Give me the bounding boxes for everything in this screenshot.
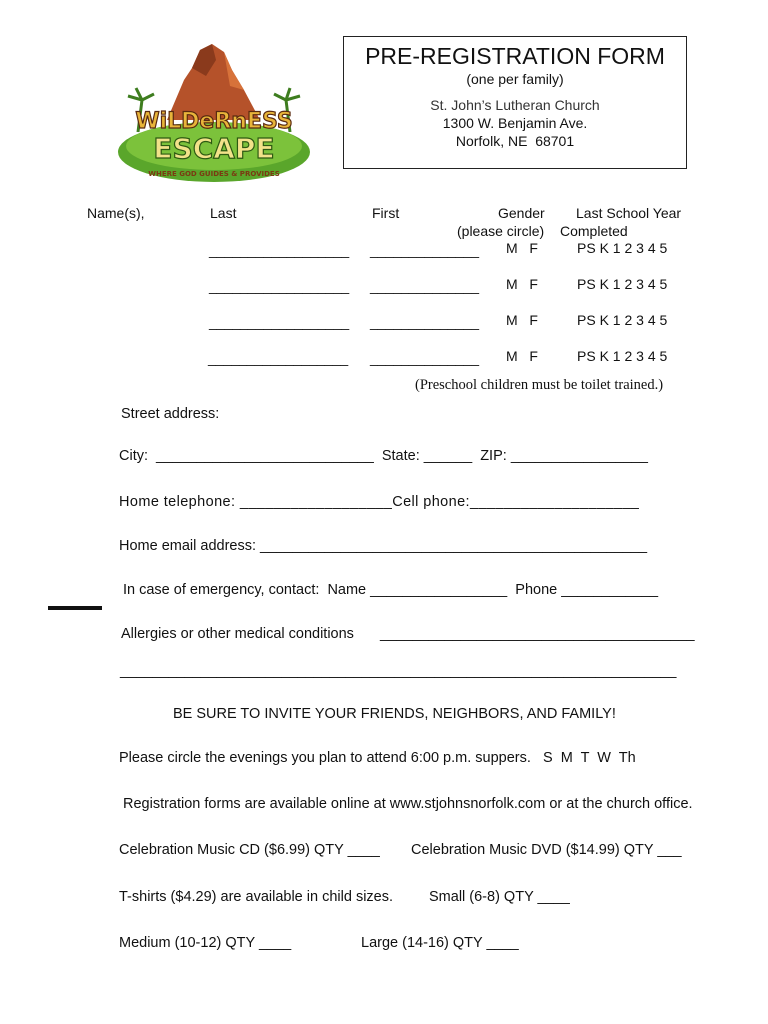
logo-tagline: WHERE GOD GUIDES & PROVIDES: [148, 170, 280, 178]
music-cd-line[interactable]: Celebration Music CD ($6.99) QTY ____: [119, 842, 380, 858]
last-name-field[interactable]: __________________: [209, 242, 350, 258]
col-last: Last: [210, 205, 237, 221]
grade-options[interactable]: PS K 1 2 3 4 5: [577, 240, 668, 256]
allergies-label: Allergies or other medical conditions: [121, 626, 354, 642]
first-name-field[interactable]: ______________: [370, 278, 480, 294]
grade-options[interactable]: PS K 1 2 3 4 5: [577, 312, 668, 328]
tshirt-large-line[interactable]: Large (14-16) QTY ____: [361, 935, 519, 951]
col-school-note: Completed: [560, 223, 628, 239]
last-name-field[interactable]: __________________: [209, 314, 350, 330]
logo-escape-text: ESCAPE: [153, 132, 275, 165]
first-name-field[interactable]: ______________: [370, 350, 480, 366]
preschool-note: (Preschool children must be toilet trained.): [415, 377, 664, 393]
suppers-text[interactable]: Please circle the evenings you plan to attend 6:00 p.m. suppers. S M T W Th: [119, 750, 636, 766]
tshirt-intro: T-shirts ($4.29) are available in child sizes.: [119, 889, 394, 905]
first-name-field[interactable]: ______________: [370, 242, 480, 258]
church-city: Norfolk, NE 68701: [455, 133, 575, 149]
margin-bar: [48, 606, 102, 610]
music-dvd-line[interactable]: Celebration Music DVD ($14.99) QTY ___: [411, 842, 682, 858]
form-title: PRE-REGISTRATION FORM: [365, 43, 665, 69]
city-state-zip-line[interactable]: City: ___________________________ State: ______ ZIP: _________________: [119, 448, 648, 464]
grade-options[interactable]: PS K 1 2 3 4 5: [577, 348, 668, 364]
telephone-line[interactable]: Home telephone: __________________Cell phone:____________________: [119, 494, 640, 510]
church-name: St. John’s Lutheran Church: [430, 97, 600, 113]
gender-options[interactable]: M F: [506, 276, 538, 292]
form-subtitle: (one per family): [466, 71, 564, 87]
logo-title-text: WiLDeRnESS: [135, 109, 293, 134]
invite-text: BE SURE TO INVITE YOUR FRIENDS, NEIGHBORS, AND FAMILY!: [173, 706, 616, 722]
allergies-extra-line[interactable]: _____________________________________________________________________: [120, 663, 677, 679]
wilderness-escape-logo: [112, 40, 317, 190]
first-name-field[interactable]: ______________: [370, 314, 480, 330]
emergency-contact-line[interactable]: In case of emergency, contact: Name _________________ Phone ____________: [123, 582, 659, 598]
last-name-field[interactable]: __________________: [209, 278, 350, 294]
tshirt-medium-line[interactable]: Medium (10-12) QTY ____: [119, 935, 292, 951]
col-first: First: [372, 205, 400, 221]
email-line[interactable]: Home email address: ________________________________________________: [119, 538, 648, 554]
gender-options[interactable]: M F: [506, 240, 538, 256]
allergies-field[interactable]: _______________________________________: [380, 626, 695, 642]
gender-options[interactable]: M F: [506, 348, 538, 364]
grade-options[interactable]: PS K 1 2 3 4 5: [577, 276, 668, 292]
street-address-label: Street address:: [121, 406, 220, 422]
header-box: [343, 36, 687, 169]
col-gender-note: (please circle): [457, 223, 545, 239]
church-address: 1300 W. Benjamin Ave.: [442, 115, 588, 131]
col-school: Last School Year: [576, 205, 682, 221]
last-name-field[interactable]: __________________: [208, 350, 349, 366]
col-gender: Gender: [498, 205, 545, 221]
gender-options[interactable]: M F: [506, 312, 538, 328]
names-label: Name(s),: [87, 205, 145, 221]
online-registration-text: Registration forms are available online at www.stjohnsnorfolk.com or at the church office.: [123, 796, 693, 812]
tshirt-small-line[interactable]: Small (6-8) QTY ____: [429, 889, 570, 905]
